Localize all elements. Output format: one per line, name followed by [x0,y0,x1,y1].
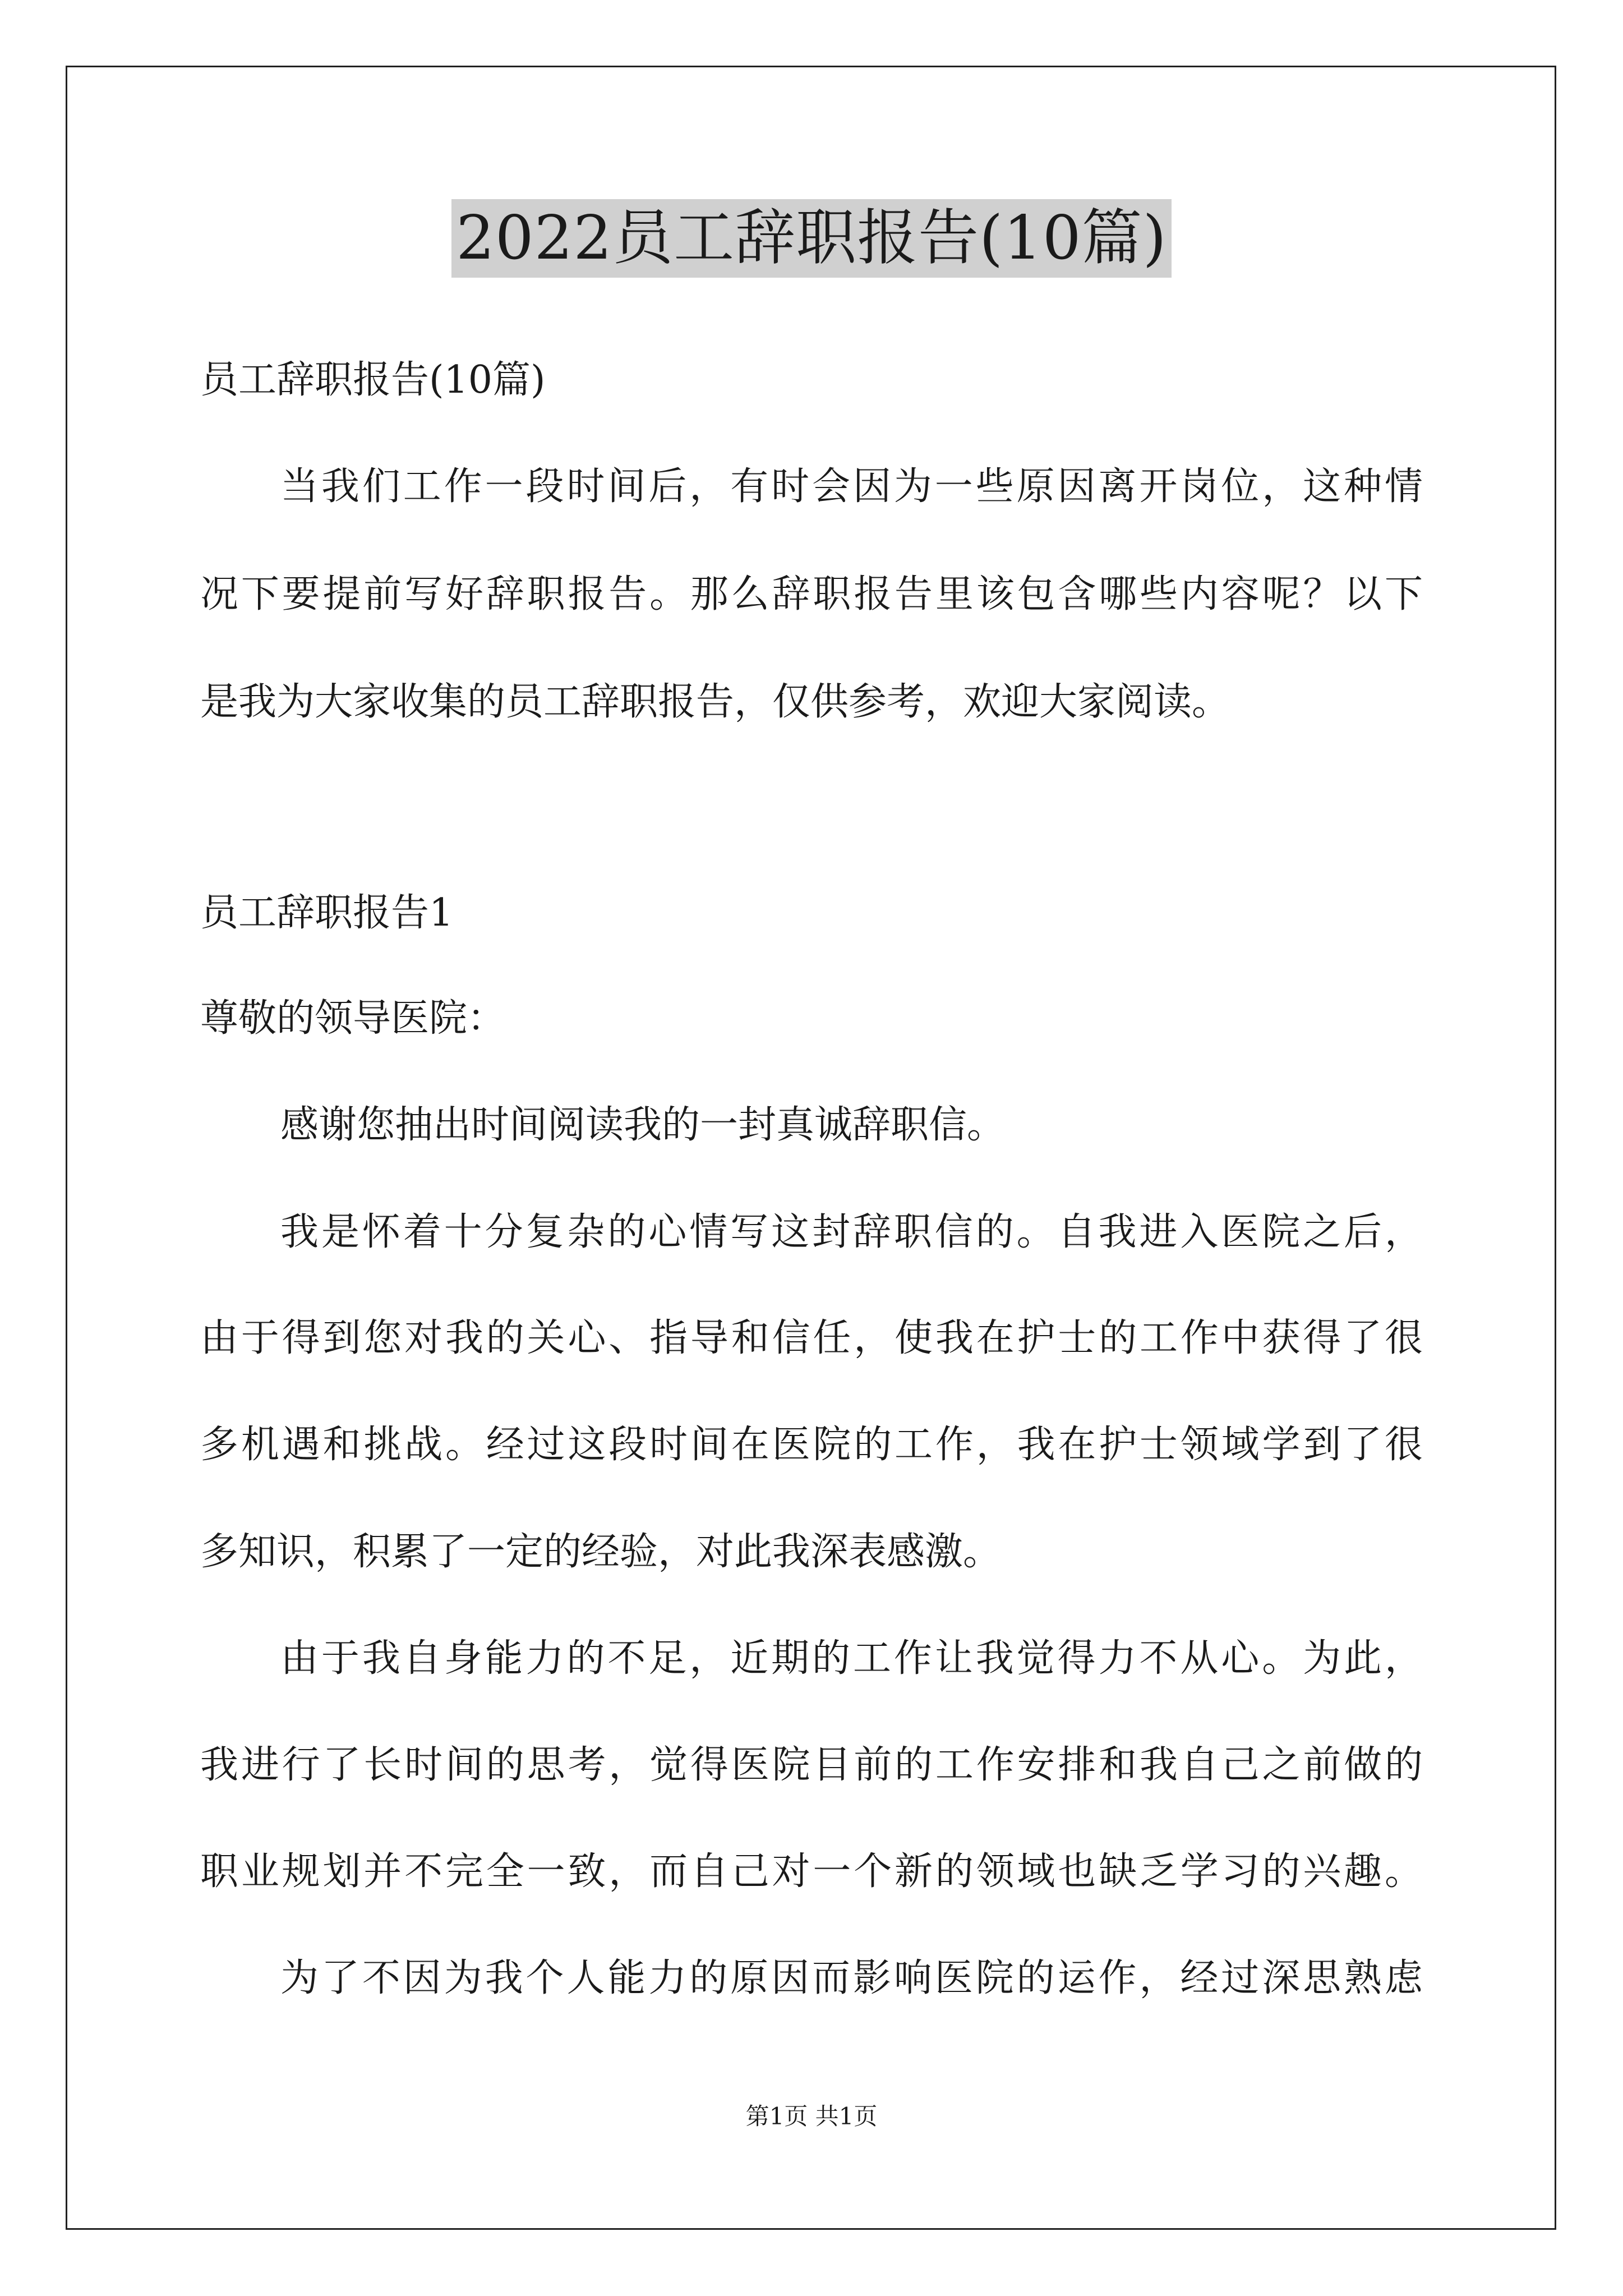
intro-line-1: 当我们工作一段时间后，有时会因为一些原因离开岗位，这种情 [280,464,1423,509]
paragraph-2-line-3: 多机遇和挑战。经过这段时间在医院的工作，我在护士领域学到了很 [200,1423,1423,1467]
page-footer: 第1页 共1页 [745,2102,878,2130]
salutation: 尊敬的领导医院： [200,996,506,1041]
intro-line-2: 况下要提前写好辞职报告。那么辞职报告里该包含哪些内容呢？以下 [200,572,1423,616]
paragraph-3-line-3: 职业规划并不完全一致，而自己对一个新的领域也缺乏学习的兴趣。 [200,1849,1423,1894]
paragraph-4-line-1: 为了不因为我个人能力的原因而影响医院的运作，经过深思熟虑 [280,1956,1423,2000]
intro-line-3: 是我为大家收集的员工辞职报告，仅供参考，欢迎大家阅读。 [200,680,1230,724]
title-container [0,199,1623,278]
paragraph-2-line-1: 我是怀着十分复杂的心情写这封辞职信的。自我进入医院之后， [280,1210,1423,1254]
paragraph-3-line-2: 我进行了长时间的思考，觉得医院目前的工作安排和我自己之前做的 [200,1743,1423,1787]
paragraph-1-line-1: 感谢您抽出时间阅读我的一封真诚辞职信。 [280,1103,1006,1147]
document-subtitle: 员工辞职报告(10篇) [200,358,546,402]
paragraph-2-line-2: 由于得到您对我的关心、指导和信任，使我在护士的工作中获得了很 [200,1316,1423,1360]
section-heading: 员工辞职报告1 [200,891,454,935]
paragraph-2-line-4: 多知识，积累了一定的经验，对此我深表感激。 [200,1530,1002,1574]
paragraph-3-line-1: 由于我自身能力的不足，近期的工作让我觉得力不从心。为此， [280,1636,1423,1681]
document-title: 2022员工辞职报告(10篇) [451,199,1172,278]
